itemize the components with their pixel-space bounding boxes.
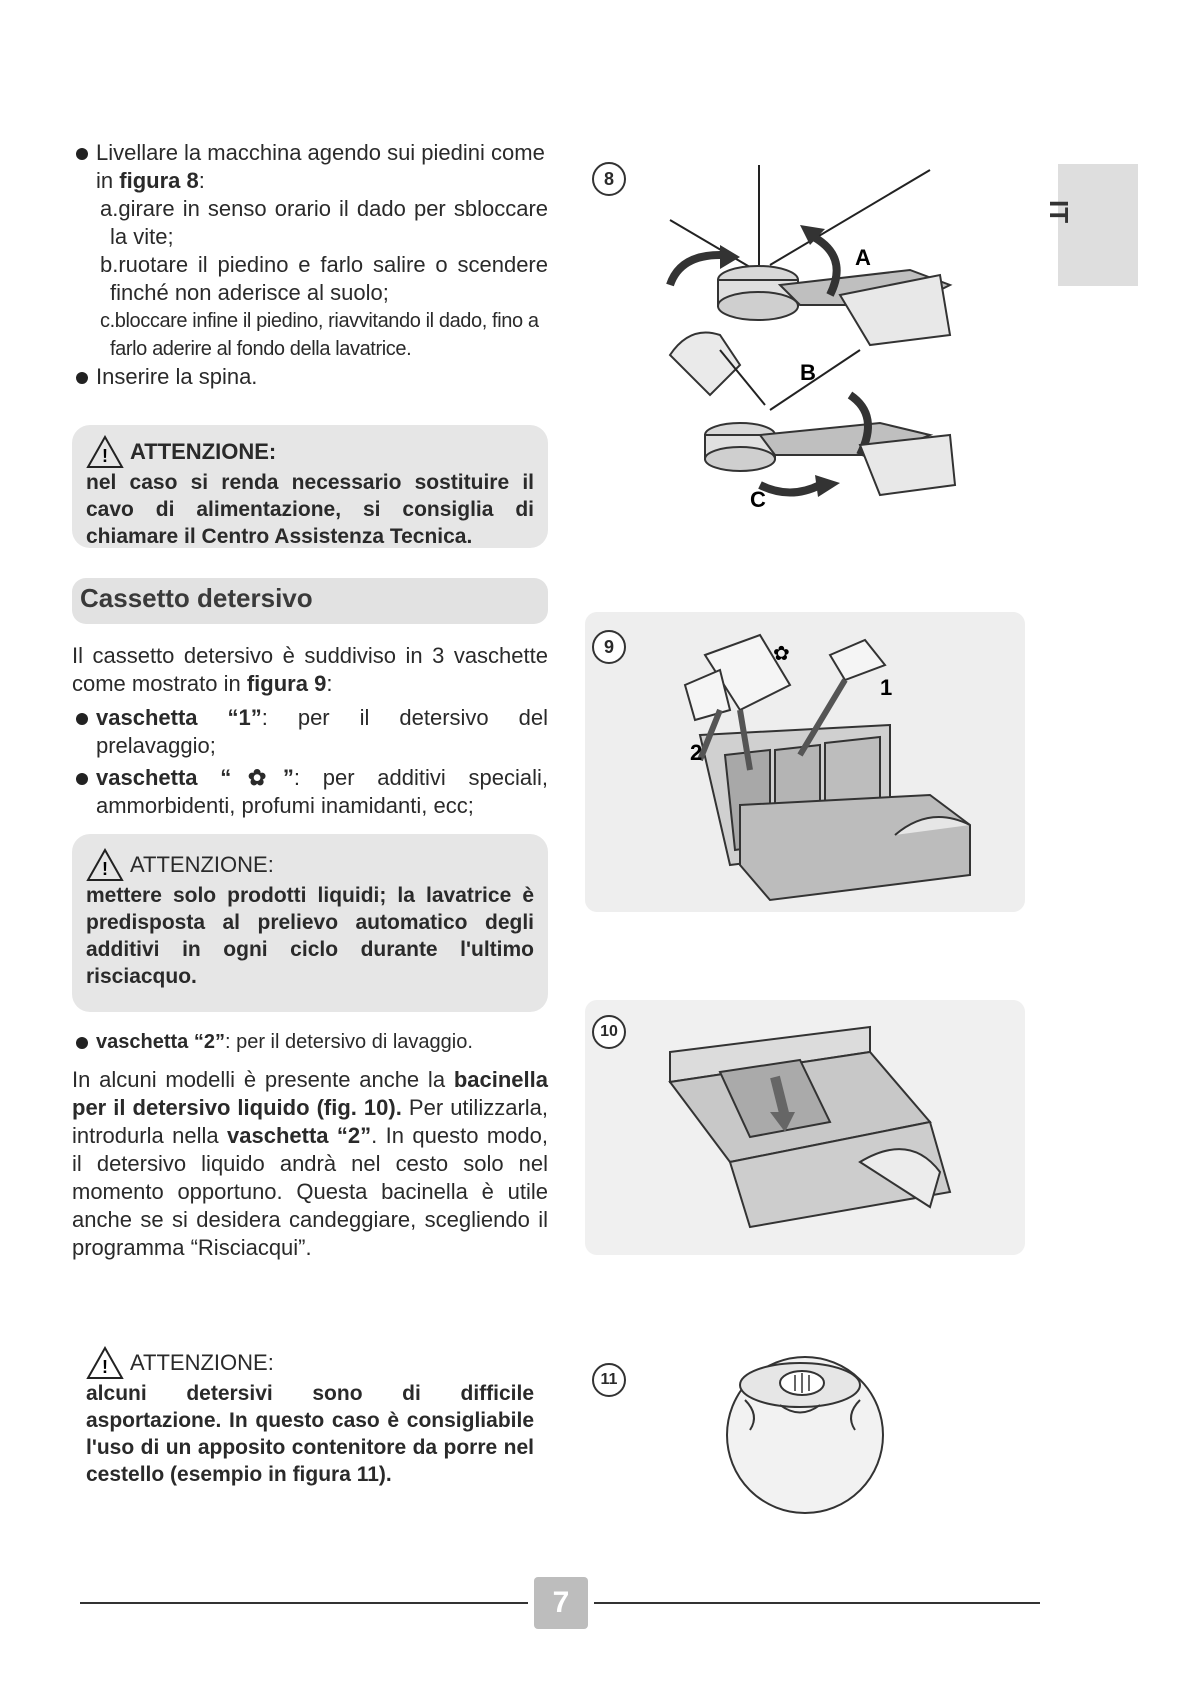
- figure-8-label-b: B: [800, 360, 816, 385]
- warning-title: [86, 848, 534, 882]
- figure-8-label-c: C: [750, 487, 766, 512]
- page-number: 7: [534, 1577, 588, 1629]
- warning-box-difficult-detergents: [72, 1338, 548, 1528]
- compartment-desc: : per il detersivo del prelavaggio;: [96, 705, 548, 758]
- compartment-label: vaschetta “✿”: [96, 765, 294, 790]
- liquid-tray-text: Per utilizzarla, introdurla nella: [72, 1095, 548, 1148]
- figure-10-liquid-tray-illustration: [660, 1012, 990, 1252]
- leveling-instructions: [72, 139, 548, 391]
- warning-title: [86, 435, 534, 469]
- warning-title: [86, 1346, 534, 1380]
- warning-text: nel caso si renda necessario sostituire il cavo di alimentazione, si consiglia di chiamare il Centro Assistenza Tecnica.: [86, 471, 534, 548]
- compartment-desc: : per il detersivo di lavaggio.: [224, 1031, 473, 1053]
- drawer-description: [72, 642, 548, 820]
- warning-triangle-icon: [86, 848, 124, 882]
- figure-9-label-1: 1: [880, 675, 893, 700]
- figure-9-number: 9: [592, 630, 626, 664]
- section-title: Cassetto detersivo: [80, 583, 313, 613]
- warning-title-text: ATTENZIONE:: [130, 439, 277, 464]
- figure-11-detergent-ball-illustration: [720, 1345, 900, 1520]
- footer-rule-right: [594, 1602, 1040, 1604]
- warning-box-liquids: [72, 834, 548, 1012]
- colon: :: [326, 671, 333, 696]
- drawer-intro-text: Il cassetto detersivo è suddiviso in 3 vaschette come mostrato in: [72, 643, 548, 696]
- liquid-detergent-section: [72, 1028, 548, 1262]
- figure-9-label-2: 2: [690, 740, 703, 765]
- warning-triangle-icon: [86, 1346, 124, 1380]
- warning-triangle-icon: [86, 435, 124, 469]
- figure-8-foot-adjustment-illustration: [650, 165, 990, 530]
- warning-text: mettere solo prodotti liquidi; la lavatrice è predisposta al prelievo automatico degli additivi in ogni ciclo durante l'ultimo risciacquo.: [86, 884, 534, 988]
- colon: :: [198, 168, 205, 193]
- warning-box-power-cable: [72, 425, 548, 548]
- svg-text:!: !: [102, 1357, 108, 1377]
- drawer-intro: [72, 642, 548, 698]
- footer-rule-left: [80, 1602, 528, 1604]
- compartment-desc: : per additivi speciali, ammorbidenti, profumi inamidanti, ecc;: [96, 765, 548, 818]
- step-b: b.ruotare il piedino e farlo salire o scendere finché non aderisce al suolo;: [100, 252, 548, 305]
- leveling-text: Livellare la macchina agendo sui piedini come in: [96, 140, 545, 193]
- liquid-tray-intro: In alcuni modelli è presente anche la: [72, 1067, 446, 1092]
- liquid-tray-rest: . In questo modo, il detersivo liquido andrà nel cesto solo nel momento opportuno. Questa bacinella è utile anche se si desidera candeggiare, scegliendo il programma “Risciacqui”.: [72, 1123, 548, 1260]
- compartment-softener-item: [72, 764, 548, 820]
- figure-9-softener-glyph: ✿: [773, 641, 790, 665]
- svg-text:!: !: [102, 859, 108, 879]
- figure-8-label-a: A: [855, 245, 871, 270]
- liquid-tray-paragraph: [72, 1066, 548, 1262]
- compartment-2-item: [72, 1028, 548, 1056]
- svg-text:!: !: [102, 446, 108, 466]
- plug-bullet: Inserire la spina.: [72, 363, 548, 391]
- figure-9-drawer-illustration: [680, 625, 1010, 905]
- compartment-label: vaschetta “1”: [96, 705, 262, 730]
- figure-ref: figura 8: [119, 168, 199, 193]
- figure-10-number: 10: [592, 1015, 626, 1049]
- leveling-bullet: [72, 139, 548, 195]
- warning-title-text: ATTENZIONE:: [130, 1350, 274, 1375]
- figure-8-number: 8: [592, 162, 626, 196]
- warning-title-text: ATTENZIONE:: [130, 852, 274, 877]
- figure-11-number: 11: [592, 1363, 626, 1397]
- compartment-1-item: [72, 704, 548, 760]
- language-code: IT: [1044, 200, 1074, 224]
- warning-text: alcuni detersivi sono di difficile asportazione. In questo caso è consigliabile l'uso di un apposito contenitore da porre nel cestello (esempio in figura 11).: [86, 1382, 534, 1486]
- liquid-tray-bold: bacinella per il detersivo liquido (fig. 10).: [72, 1067, 548, 1120]
- step-c: c.bloccare infine il piedino, riavvitando il dado, fino a farlo aderire al fondo della lavatrice.: [100, 310, 539, 360]
- figure-ref: figura 9: [246, 671, 327, 696]
- language-side-tab: [1044, 164, 1138, 286]
- compartment-ref: vaschetta “2”: [227, 1123, 372, 1148]
- step-a: a.girare in senso orario il dado per sbloccare la vite;: [100, 196, 548, 249]
- compartment-label: vaschetta “2”: [96, 1031, 225, 1053]
